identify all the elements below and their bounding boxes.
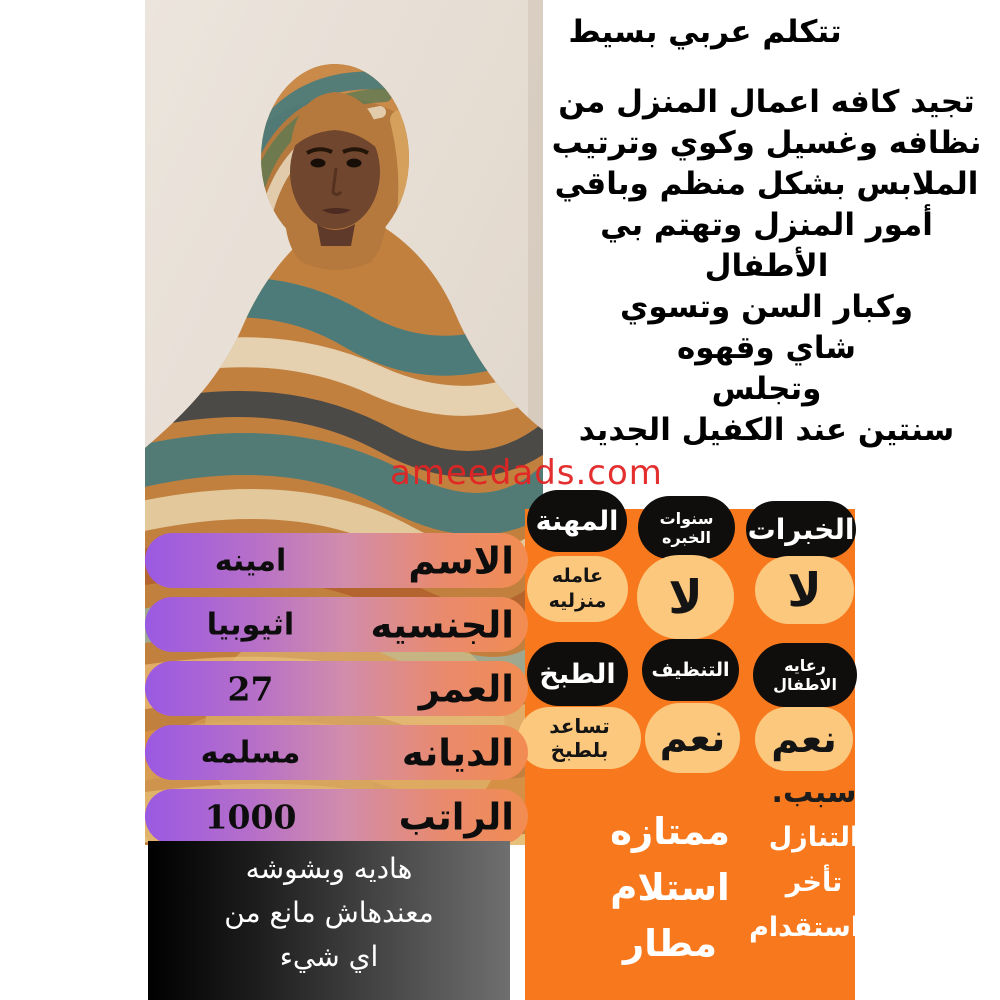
field-age-value: 27 [227, 669, 274, 708]
intro-paragraph [533, 82, 1000, 451]
personality-note-line: اي شيء [279, 940, 379, 973]
field-salary-label: الراتب [398, 795, 514, 838]
intro-line: شاي وقهوه [676, 330, 857, 366]
intro-line: وكبار السن وتسوي [619, 289, 914, 325]
personality-note [148, 841, 510, 1000]
field-nationality-value: اثيوبيا [206, 607, 295, 642]
airport-pickup-line: استلام [610, 866, 730, 909]
profession-value-line: عامله [551, 565, 604, 587]
personality-note-line: هاديه وبشوشه [245, 852, 413, 885]
field-nationality [145, 597, 528, 652]
experience-badge: الخبرات [746, 501, 856, 558]
profession-badge: المهنة [527, 490, 627, 552]
field-religion-label: الديانه [401, 731, 514, 774]
field-name-label: الاسم [408, 539, 514, 582]
field-age [145, 661, 528, 716]
waiver-reason-line: استقدام [749, 912, 860, 943]
field-salary [145, 789, 528, 844]
worker-photo-illustration [145, 0, 543, 845]
airport-pickup-line: ممتازه [610, 810, 730, 853]
field-religion [145, 725, 528, 780]
childcare-badge: رعايه الاطفال [753, 643, 857, 707]
intro-line: وتجلس [711, 371, 822, 407]
experience-value: لا [755, 556, 854, 624]
profession-value [527, 556, 628, 622]
waiver-reason-note [749, 770, 860, 950]
field-name [145, 533, 528, 588]
cooking-badge: الطبخ [527, 642, 628, 706]
waiver-reason-line: سبب. [771, 775, 857, 810]
worker-photo [145, 0, 543, 845]
field-salary-value: 1000 [204, 797, 297, 836]
waiver-reason-line: تأخر [785, 867, 843, 898]
experience-years-badge: سنوات الخبره [638, 496, 735, 559]
intro-line: الملابس بشكل منظم وباقي [554, 166, 979, 202]
site-watermark: ameedads.com [390, 453, 663, 493]
field-name-value: امينه [214, 543, 287, 578]
experience-years-value: لا [637, 555, 734, 639]
profession-value-line: منزليه [548, 590, 607, 612]
field-age-label: العمر [418, 667, 514, 710]
waiver-reason-line: التنازل [768, 822, 860, 853]
field-nationality-label: الجنسيه [370, 603, 514, 646]
intro-line: أمور المنزل وتهتم بي الأطفال [600, 207, 933, 284]
intro-line: سنتين عند الكفيل الجديد [578, 412, 955, 448]
cleaning-badge: التنظيف [642, 639, 739, 701]
personality-note-line: معندهاش مانع من [224, 896, 434, 929]
airport-pickup-line: مطار [622, 922, 718, 965]
childcare-value: نعم [755, 707, 853, 771]
cleaning-value: نعم [645, 703, 740, 773]
cooking-value: تساعد بلطبخ [518, 707, 641, 769]
field-religion-value: مسلمه [200, 735, 301, 770]
intro-headline: تتكلم عربي بسيط [568, 14, 842, 50]
intro-line: تجيد كافه اعمال المنزل من [558, 84, 975, 120]
intro-line: نظافه وغسيل وكوي وترتيب [551, 125, 982, 161]
